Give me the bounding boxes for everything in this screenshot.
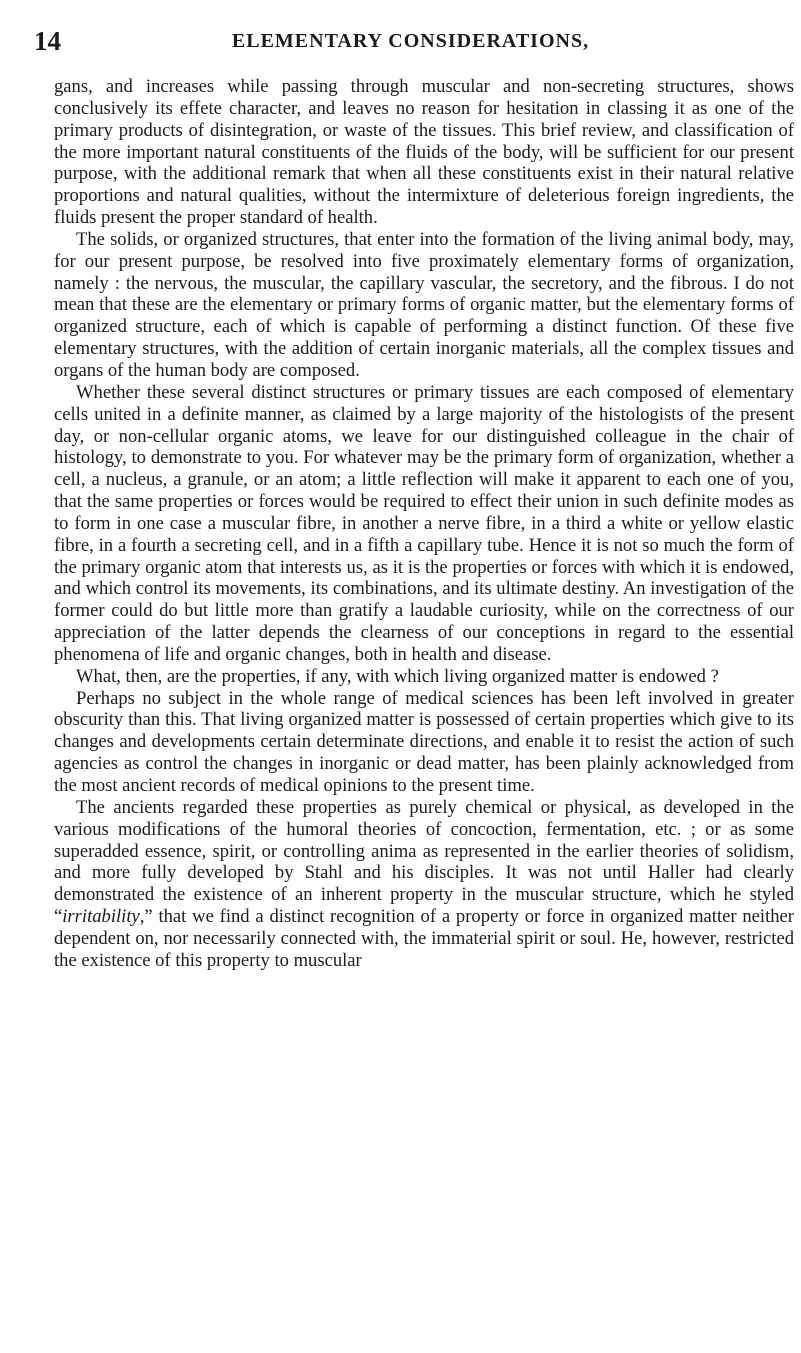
paragraph-ancients [54, 797, 794, 972]
paragraph-organized-structures: The solids, or organized structures, that enter into the formation of the living animal body, may, for our present purpose, be resolved into five proximately elementary forms of organization, namely : the nervous, the muscular, the capillary vascular, the secretory, and the fibrous. I do not mean that these are the elementary or primary forms of organic matter, but the elementary forms of organized structure, each of which is capable of performing a distinct function. Of these five elementary structures, with the addition of certain inorganic materials, all the complex tissues and organs of the human body are composed. [54, 228, 794, 381]
paragraph-ancients-text-1: The ancients regarded these properties as purely chemical or physical, as developed in the various modifications of the humoral theories of concoction, fermentation, etc. ; or as some superadded essence, spirit, or controlling anima as represented in the earlier theories of solidism, and more fully developed by Stahl and his disciples. It was not until Haller had clearly demonstrated the existence of an inherent property in the muscular structure, which he styled “ [54, 796, 794, 928]
irritability-term: irritability [62, 906, 140, 928]
body-text [54, 76, 794, 972]
paragraph-ancients-text-2: ,” that we find a distinct recognition of a property or force in organized matter neither dependent on, nor necessarily connected with, the immaterial spirit or soul. He, however, restricted the existence of this property to muscular [54, 906, 794, 971]
page-header [30, 26, 771, 62]
paragraph-cells-or-atoms: Whether these several distinct structures or primary tissues are each composed of elementary cells united in a definite manner, as claimed by a large majority of the histologists of the present day, or non-cellular organic atoms, we leave for our distinguished colleague in the chair of histology, to demonstrate to you. For whatever may be the primary form of organization, whether a cell, a nucleus, a granule, or an atom; a little reflection will make it apparent to each one of you, that the same properties or forces would be required to effect their union in such definite modes as to form in one case a muscular fibre, in another a nerve fibre, in a third a white or yellow elastic fibre, in a fourth a secreting cell, and in a fifth a capillary tube. Hence it is not so much the form of the primary organic atom that interests us, as it is the properties or forces with which it is endowed, and which control its movements, its combinations, and its ultimate destiny. An investigation of the former could do but little more than gratify a laudable curiosity, while on the correctness of our appreciation of the latter depends the clearness of our conceptions in regard to the essential phenomena of life and organic changes, both in health and disease. [54, 381, 794, 665]
paragraph-continued: gans, and increases while passing through muscular and non-secreting structures, shows conclusively its effete character, and leaves no reason for hesitation in classing it as one of the primary products of disintegration, or waste of the tissues. This brief review, and classification of the more important natural constituents of the fluids of the body, will be sufficient for our present purpose, with the additional remark that when all these constituents exist in their natural relative proportions and natural qualities, without the intermixture of deleterious foreign ingredients, the fluids present the proper standard of health. [54, 76, 794, 229]
running-title: ELEMENTARY CONSIDERATIONS, [231, 30, 590, 52]
page-number: 14 [34, 26, 61, 56]
paragraph-question: What, then, are the properties, if any, with which living organized matter is endowed ? [76, 665, 719, 687]
paragraph-obscurity: Perhaps no subject in the whole range of medical sciences has been left involved in greater obscurity than this. That living organized matter is possessed of certain properties which give to its changes and developments certain determinate directions, and enable it to resist the action of such agencies as control the changes in inorganic or dead matter, has been plainly acknowledged from the most ancient records of medical opinions to the present time. [54, 687, 794, 796]
